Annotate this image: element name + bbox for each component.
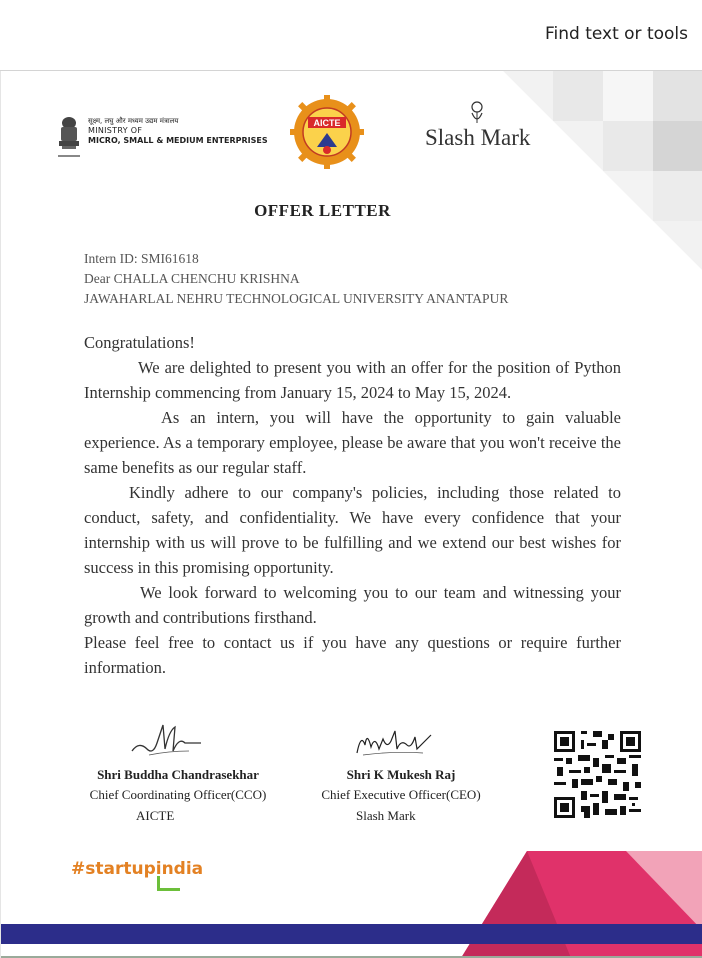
paragraph-benefits: As an intern, you will have the opportunity to gain valuable experience. As a temporary employee, please be aware that you won't receive the same benefits as our regular staff.	[84, 408, 621, 477]
signatory-cco	[75, 765, 281, 805]
recipient-info	[84, 249, 508, 309]
letter-body	[84, 330, 621, 680]
letter-title: OFFER LETTER	[254, 201, 391, 220]
startupindia-mark-icon	[157, 876, 180, 891]
paragraph-welcome: We look forward to welcoming you to our team and witnessing your growth and contributions firsthand.	[84, 583, 621, 627]
footer-band	[1, 924, 702, 944]
signatory-ceo	[306, 765, 496, 805]
ceo-name: Shri K Mukesh Raj	[346, 767, 456, 782]
document-page	[0, 71, 702, 958]
slash-mark-logo-icon	[467, 101, 487, 125]
intern-id: Intern ID: SMI61618	[84, 251, 199, 266]
recipient-university: JAWAHARLAL NEHRU TECHNOLOGICAL UNIVERSITY ANANTAPUR	[84, 291, 509, 306]
startupindia-logo: #startupindia	[71, 859, 204, 879]
cco-organization: AICTE	[136, 808, 175, 823]
msme-hindi-name: सूक्ष्म, लघु और मध्यम उद्यम मंत्रालय	[88, 117, 179, 125]
paragraph-contact: Please feel free to contact us if you have any questions or require further information.	[84, 633, 621, 677]
ceo-role: Chief Executive Officer(CEO)	[321, 787, 481, 802]
cco-name: Shri Buddha Chandrasekhar	[97, 767, 259, 782]
cco-role: Chief Coordinating Officer(CCO)	[89, 787, 267, 802]
brand-name: Slash Mark	[425, 125, 531, 150]
greeting: Congratulations!	[84, 333, 195, 352]
signature-ceo	[353, 725, 435, 759]
find-text-tools-button[interactable]: Find text or tools	[544, 24, 688, 44]
aicte-label: AICTE	[313, 118, 341, 128]
viewer-toolbar	[0, 0, 702, 71]
msme-ministry-label: MINISTRY OF	[88, 126, 143, 135]
signature-cco	[129, 721, 204, 761]
paragraph-offer: We are delighted to present you with an offer for the position of Python Internship commencing from January 15, 2024 to May 15, 2024.	[84, 358, 621, 402]
ceo-organization: Slash Mark	[356, 808, 416, 823]
national-emblem-icon	[56, 115, 82, 161]
msme-logo	[56, 115, 276, 163]
msme-ministry-name: MICRO, SMALL & MEDIUM ENTERPRISES	[88, 136, 268, 145]
aicte-logo-icon	[290, 95, 364, 169]
recipient-name: Dear CHALLA CHENCHU KRISHNA	[84, 271, 300, 286]
slash-mark-logo	[425, 101, 541, 157]
paragraph-policies: Kindly adhere to our company's policies, including those related to conduct, safety, and confidentiality. We have every confidence that your internship with us will prove to be fulfilling and we extend our best wishes for success in this promising opportunity.	[84, 483, 621, 577]
qr-code-icon	[554, 731, 641, 818]
